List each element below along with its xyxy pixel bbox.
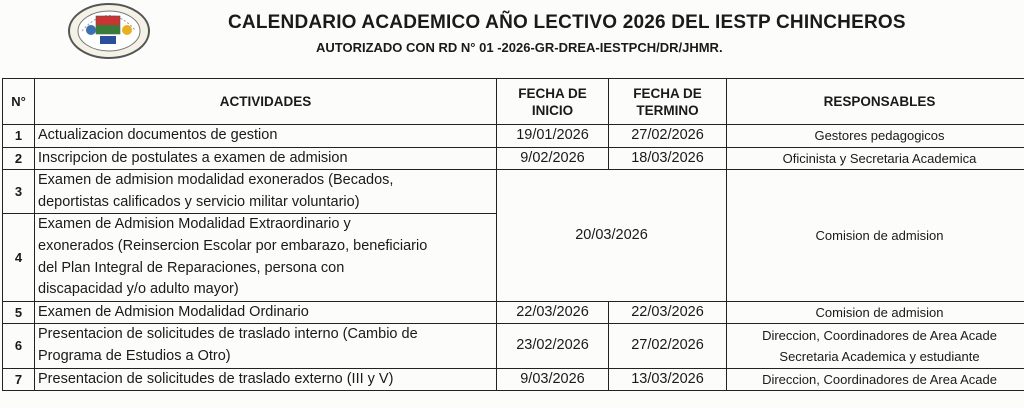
col-header-activities: ACTIVIDADES [35, 79, 497, 125]
start-date-cell: 9/03/2026 [497, 368, 609, 391]
page-title: CALENDARIO ACADEMICO AÑO LECTIVO 2026 DEL IESTP CHINCHEROS [228, 12, 906, 33]
start-date-cell: 22/03/2026 [497, 301, 609, 324]
row-number: 5 [3, 301, 35, 324]
end-date-cell: 13/03/2026 [609, 368, 727, 391]
row-number: 7 [3, 368, 35, 391]
merged-date-cell: 20/03/2026 [497, 170, 727, 302]
merged-responsibles-cell: Comision de admision [727, 170, 1024, 302]
activity-cell: Examen de Admision Modalidad Ordinario [35, 301, 497, 324]
responsibles-cell: Direccion, Coordinadores de Area Acade Secretaria Academica y estudiante [727, 324, 1024, 368]
start-date-cell: 19/01/2026 [497, 125, 609, 148]
table-row [3, 170, 1024, 214]
table-row [3, 301, 1024, 324]
row-number: 2 [3, 147, 35, 170]
responsibles-cell: Gestores pedagogicos [727, 125, 1024, 148]
col-header-responsibles: RESPONSABLES [727, 79, 1024, 125]
end-date-cell: 27/02/2026 [609, 324, 727, 368]
activity-cell: Examen de Admision Modalidad Extraordinario y exonerados (Reinsercion Escolar por embarazo, beneficiario del Plan Integral de Reparaciones, persona con discapacidad y/o adulto mayor) [35, 214, 497, 301]
row-number: 3 [3, 170, 35, 214]
responsibles-cell: Direccion, Coordinadores de Area Acade [727, 368, 1024, 391]
activity-cell: Actualizacion documentos de gestion [35, 125, 497, 148]
table-row [3, 324, 1024, 368]
col-header-end-date: FECHA DE TERMINO [609, 79, 727, 125]
activity-cell: Presentacion de solicitudes de traslado interno (Cambio de Programa de Estudios a Otro) [35, 324, 497, 368]
col-header-start-date: FECHA DE INICIO [497, 79, 609, 125]
authorization-subtitle: AUTORIZADO CON RD N° 01 -2026-GR-DREA-IESTPCH/DR/JHMR. [316, 40, 723, 55]
activity-cell: Inscripcion de postulates a examen de admision [35, 147, 497, 170]
table-header-row [3, 79, 1024, 125]
responsibles-cell: Comision de admision [727, 301, 1024, 324]
end-date-cell: 22/03/2026 [609, 301, 727, 324]
table-row [3, 368, 1024, 391]
start-date-cell: 23/02/2026 [497, 324, 609, 368]
row-number: 4 [3, 214, 35, 301]
institution-seal-logo [66, 2, 152, 60]
activity-cell: Examen de admision modalidad exonerados (Becados, deportistas calificados y servicio militar voluntario) [35, 170, 497, 214]
col-header-number: N° [3, 79, 35, 125]
start-date-cell: 9/02/2026 [497, 147, 609, 170]
row-number: 1 [3, 125, 35, 148]
responsibles-cell: Oficinista y Secretaria Academica [727, 147, 1024, 170]
row-number: 6 [3, 324, 35, 368]
activity-cell: Presentacion de solicitudes de traslado externo (III y V) [35, 368, 497, 391]
table-row [3, 125, 1024, 148]
end-date-cell: 18/03/2026 [609, 147, 727, 170]
table-row [3, 147, 1024, 170]
end-date-cell: 27/02/2026 [609, 125, 727, 148]
academic-calendar-table [2, 78, 1024, 391]
